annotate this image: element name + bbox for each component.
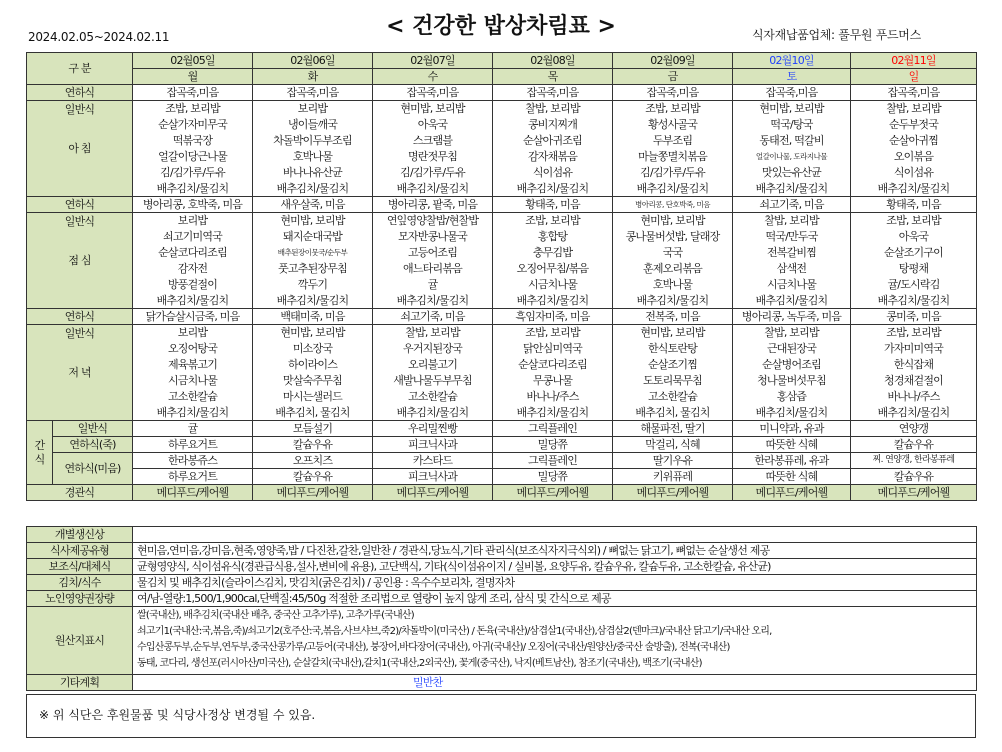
soft-diet-cell: 잡곡죽,미음: [851, 85, 977, 101]
soft-diet-cell: 전복죽, 미음: [613, 309, 733, 325]
menu-item: 보리밥: [133, 213, 253, 229]
menu-item: 가자미미역국: [851, 341, 977, 357]
snack-blended-label: 연하식(미음): [53, 453, 133, 485]
menu-item: 호박나물: [613, 277, 733, 293]
date-header: 02월10일: [733, 53, 851, 69]
menu-item: 바나나/주스: [851, 389, 977, 405]
menu-item: 순살아귀찜: [851, 133, 977, 149]
snack-item: 귤: [133, 421, 253, 437]
menu-item: 순살병어조림: [733, 357, 851, 373]
tube-feeding-item: 메디푸드/케어웰: [133, 485, 253, 501]
menu-item: 오징어무침/볶음: [493, 261, 613, 277]
menu-item: 떡볶국장: [133, 133, 253, 149]
snack-item: 해물파전, 딸기: [613, 421, 733, 437]
info-table: [26, 526, 977, 691]
menu-item: 두부조림: [613, 133, 733, 149]
soft-diet-cell: 잡곡죽,미음: [733, 85, 851, 101]
menu-item: 찰밥, 보리밥: [851, 101, 977, 117]
menu-item: 배추김치/물김치: [373, 293, 493, 309]
other-plan-value: [133, 675, 977, 691]
menu-item: 보리밥: [253, 101, 373, 117]
snack-item: 칼슘우유: [253, 469, 373, 485]
menu-item: 바나나/주스: [493, 389, 613, 405]
snack-item: 우리밀찐빵: [373, 421, 493, 437]
meal-plan-table: [26, 52, 977, 501]
menu-item: 아욱국: [851, 229, 977, 245]
snack-item: 키위퓨레: [613, 469, 733, 485]
menu-item: 배추김치/물김치: [851, 181, 977, 197]
snack-item: 한라봉퓨레, 유과: [733, 453, 851, 469]
menu-item: 배추김치/물김치: [613, 181, 733, 197]
soft-diet-cell: 황태죽, 미음: [851, 197, 977, 213]
menu-item: 청경채겉절이: [851, 373, 977, 389]
dinner-label: [27, 325, 133, 421]
info-label: 김치/식수: [27, 575, 133, 591]
soft-diet-cell: 쇠고기죽, 미음: [373, 309, 493, 325]
soft-diet-cell: 잡곡죽,미음: [133, 85, 253, 101]
info-label: 보조식/대체식: [27, 559, 133, 575]
menu-item: 전복갈비찜: [733, 245, 851, 261]
menu-item: 동태전, 떡갈비: [733, 133, 851, 149]
lunch-meal-label: 점 심: [68, 254, 91, 267]
snack-item: 한라봉쥬스: [133, 453, 253, 469]
date-header: 02월06일: [253, 53, 373, 69]
menu-item: 훈제오리볶음: [613, 261, 733, 277]
menu-item: 배추김치/물김치: [493, 293, 613, 309]
menu-item: 하이라이스: [253, 357, 373, 373]
soft-diet-cell: 잡곡죽,미음: [373, 85, 493, 101]
menu-item: 보리밥: [133, 325, 253, 341]
menu-item: 현미밥, 보리밥: [613, 325, 733, 341]
soft-diet-cell: 황태죽, 미음: [493, 197, 613, 213]
menu-item: 찰밥, 보리밥: [733, 325, 851, 341]
supplier-info: 식자재납품업체: 풀무원 푸드머스: [752, 28, 921, 42]
menu-item: 현미밥, 보리밥: [733, 101, 851, 117]
menu-item: 배추김치/물김치: [851, 405, 977, 421]
menu-item: 오리불고기: [373, 357, 493, 373]
menu-item: 명란젓무침: [373, 149, 493, 165]
menu-item: 시금치나물: [493, 277, 613, 293]
menu-item: 순살아귀조림: [493, 133, 613, 149]
tube-feeding-label: 경관식: [27, 485, 133, 501]
page-title: < 건강한 밥상차림표 >: [386, 14, 616, 39]
menu-item: 배추김치, 물김치: [613, 405, 733, 421]
weekday-header: 일: [851, 69, 977, 85]
menu-item: 순살코다리조림: [133, 245, 253, 261]
info-value: [133, 527, 977, 543]
header-dates: 2024.02.05~2024.02.11: [28, 30, 170, 44]
other-plan-text: 밀반찬: [413, 676, 443, 689]
menu-item: 홍합탕: [493, 229, 613, 245]
origin-line: 쌀(국내산), 배추김치(국내산 배추, 중국산 고추가루), 고추가루(국내산): [137, 610, 414, 621]
corner-label: 구 분: [27, 53, 133, 85]
menu-item: 마늘쫑멸치볶음: [613, 149, 733, 165]
menu-item: 탕평채: [851, 261, 977, 277]
info-label: 개별생신상: [27, 527, 133, 543]
menu-item: 오징어탕국: [133, 341, 253, 357]
menu-item: 얼갈이나물, 도라지나물: [733, 149, 851, 165]
menu-item: 방풍겉절이: [133, 277, 253, 293]
menu-item: 새발나물두부무침: [373, 373, 493, 389]
menu-item: 김/김가루/두유: [613, 165, 733, 181]
tube-feeding-item: 메디푸드/케어웰: [613, 485, 733, 501]
weekday-header: 월: [133, 69, 253, 85]
snack-item: 연양갱: [851, 421, 977, 437]
menu-item: 한식토란탕: [613, 341, 733, 357]
menu-item: 현미밥, 보리밥: [613, 213, 733, 229]
menu-item: 배추김치/물김치: [493, 405, 613, 421]
menu-item: 미소장국: [253, 341, 373, 357]
menu-item: 차돌박이두부조림: [253, 133, 373, 149]
menu-item: 배추김치/물김치: [133, 181, 253, 197]
menu-item: 쇠고기미역국: [133, 229, 253, 245]
menu-item: 조밥, 보리밥: [851, 325, 977, 341]
menu-item: 배추김치/물김치: [133, 293, 253, 309]
menu-item: 한식잡채: [851, 357, 977, 373]
menu-item: 배추김치/물김치: [253, 293, 373, 309]
menu-item: 닭안심미역국: [493, 341, 613, 357]
snack-item: 밀당쮸: [493, 437, 613, 453]
menu-item: 찰밥, 보리밥: [733, 213, 851, 229]
menu-item: 충무김밥: [493, 245, 613, 261]
menu-item: 국국: [613, 245, 733, 261]
weekday-header: 화: [253, 69, 373, 85]
soft-diet-cell: 닭가슴살시금죽, 미음: [133, 309, 253, 325]
tube-feeding-item: 메디푸드/케어웰: [373, 485, 493, 501]
menu-item: 배추김치, 물김치: [253, 405, 373, 421]
snack-item: 오프치즈: [253, 453, 373, 469]
origin-line: 수입산콩두부,순두부,연두부,중국산콩가루/고등어(국내산), 붕장어,바다장어(국내산), 아귀(국내산)/ 오징어(국내산/원양산/중국산 술방출), 전복(국내산): [137, 642, 730, 653]
snack-label: 간 식: [27, 421, 53, 485]
snack-item: 그릭플레인: [493, 453, 613, 469]
dinner-meal-label: 저 녁: [68, 366, 91, 379]
menu-item: 찰밥, 보리밥: [493, 101, 613, 117]
info-value: 물김치 및 배추김치(슬라이스김치, 맛김치(굵은김치) / 공인용 : 옥수수보리차, 결명자차: [133, 575, 977, 591]
menu-item: 현미밥, 보리밥: [253, 325, 373, 341]
date-header: 02월09일: [613, 53, 733, 69]
menu-item: 배추김치/물김치: [851, 293, 977, 309]
snack_soft_pureed-label: 연하식(죽): [53, 437, 133, 453]
soft-diet-label: 연하식: [27, 85, 133, 101]
other-plan-label: 기타계획: [27, 675, 133, 691]
menu-item: 배추김치/물김치: [253, 181, 373, 197]
menu-item: 삼색전: [733, 261, 851, 277]
footer-note: ※ 위 식단은 후원물품 및 식당사정상 변경될 수 있음.: [26, 694, 976, 738]
soft-diet-cell: 병아리콩, 단호박죽, 미음: [613, 197, 733, 213]
menu-item: 귤/도시락김: [851, 277, 977, 293]
menu-item: 무콩나물: [493, 373, 613, 389]
soft-diet-cell: 잡곡죽,미음: [493, 85, 613, 101]
soft-diet-cell: 흑임자미죽, 미음: [493, 309, 613, 325]
menu-item: 배추김치/물김치: [733, 293, 851, 309]
menu-item: 조밥, 보리밥: [613, 101, 733, 117]
snack-item: 따뜻한 식혜: [733, 437, 851, 453]
snack-item: 막걸리, 식혜: [613, 437, 733, 453]
menu-item: 깍두기: [253, 277, 373, 293]
menu-item: 얼갈이당근나물: [133, 149, 253, 165]
menu-item: 배추김치/물김치: [733, 181, 851, 197]
menu-item: 순살조기구이: [851, 245, 977, 261]
soft-diet-cell: 잡곡죽,미음: [253, 85, 373, 101]
snack-item: 따뜻한 식혜: [733, 469, 851, 485]
snack-item: 하루요거트: [133, 437, 253, 453]
origin-line: 쇠고기1(국내산:국,볶음,죽)/쇠고기2(호주산:국,볶음,사브샤브,죽2)/차돌박이(미국산) / 돈육(국내산)/삼겹살1(국내산),삼겹살2(덴마크)/국내산 닭고기/국내산 오리,: [137, 626, 772, 637]
menu-item: 떡국/만두국: [733, 229, 851, 245]
menu-item: 호박나물: [253, 149, 373, 165]
menu-item: 냉이들깨국: [253, 117, 373, 133]
menu-item: 근대된장국: [733, 341, 851, 357]
menu-item: 콩나물버섯밥, 달래장: [613, 229, 733, 245]
soft-diet-label: 연하식: [27, 197, 133, 213]
menu-item: 아욱국: [373, 117, 493, 133]
general-diet-label: 일반식: [64, 215, 95, 228]
snack-item: 모듬설기: [253, 421, 373, 437]
snack-item: 딸기우유: [613, 453, 733, 469]
menu-item: 감자채볶음: [493, 149, 613, 165]
snack-item: 피크닉사과: [373, 437, 493, 453]
menu-item: 배추김치/물김치: [373, 405, 493, 421]
weekday-header: 금: [613, 69, 733, 85]
snack-item: 밀당쮸: [493, 469, 613, 485]
menu-item: 돼지순대국밥: [253, 229, 373, 245]
snack-item: 하루요거트: [133, 469, 253, 485]
date-header: 02월11일: [851, 53, 977, 69]
weekday-header: 토: [733, 69, 851, 85]
info-label: 식사제공유형: [27, 543, 133, 559]
tube-feeding-item: 메디푸드/케어웰: [253, 485, 373, 501]
menu-item: 모자반콩나물국: [373, 229, 493, 245]
menu-item: 배추김치/물김치: [613, 293, 733, 309]
menu-item: 조밥, 보리밥: [493, 325, 613, 341]
info-label: 노인영양권장량: [27, 591, 133, 607]
menu-item: 귤: [373, 277, 493, 293]
menu-item: 배추김치/물김치: [373, 181, 493, 197]
soft-diet-cell: 병아리콩, 호박죽, 미음: [133, 197, 253, 213]
menu-item: 순두부젓국: [851, 117, 977, 133]
info-value: 여/남-열량:1,500/1,900cal,단백질:45/50g 적절한 조리법으로 열량이 높지 않게 조리, 삼식 및 간식으로 제공: [133, 591, 977, 607]
soft-diet-label: 연하식: [27, 309, 133, 325]
origin-line: 동태, 코다리, 생선포(러시아산/미국산), 순살갈치(국내산),갈치1(국내산,2외국산), 꽃게(중국산), 낙지(베트남산), 참조기(국내산), 백조기(국내산): [137, 658, 702, 669]
menu-item: 조밥, 보리밥: [133, 101, 253, 117]
menu-item: 현미밥, 보리밥: [373, 101, 493, 117]
snack-item: 칼슘우유: [851, 469, 977, 485]
menu-item: 배추김치/물김치: [493, 181, 613, 197]
snack-item: 찌. 연양갱, 한라봉퓨레: [851, 453, 977, 469]
snack-item: 그릭플레인: [493, 421, 613, 437]
menu-item: 식이섬유: [493, 165, 613, 181]
menu-item: 순살조기찜: [613, 357, 733, 373]
date-header: 02월07일: [373, 53, 493, 69]
menu-item: 김/김가루/두유: [133, 165, 253, 181]
menu-item: 마시는샐러드: [253, 389, 373, 405]
weekday-header: 목: [493, 69, 613, 85]
menu-item: 홍삼즙: [733, 389, 851, 405]
info-value: 균형영양식, 식이섬유식(경관급식용,설사,변비에 유용), 고단백식, 기타(식이섬유이지 / 실비볼, 요양두유, 칼슘우유, 칼슘두유, 고소한칼슘, 유산균): [133, 559, 977, 575]
snack_general-label: 일반식: [53, 421, 133, 437]
soft-diet-cell: 새우살죽, 미음: [253, 197, 373, 213]
lunch-label: [27, 213, 133, 309]
menu-item: 배추김치/물김치: [733, 405, 851, 421]
soft-diet-cell: 콩미죽, 미음: [851, 309, 977, 325]
menu-item: 맛있는유산균: [733, 165, 851, 181]
menu-item: 풋고추된장무침: [253, 261, 373, 277]
date-header: 02월08일: [493, 53, 613, 69]
info-value: 현미음,연미음,강미음,현죽,영양죽,밥 / 다진찬,갈찬,일반찬 / 경관식,당뇨식,기타 관리식(보조식자지극식외) / 뼈없는 닭고기, 뼈없는 순살생선 제공: [133, 543, 977, 559]
general-diet-label: 일반식: [64, 327, 95, 340]
snack-item: 칼슘우유: [851, 437, 977, 453]
menu-item: 고소한칼슘: [373, 389, 493, 405]
breakfast-label: [27, 101, 133, 197]
soft-diet-cell: 쇠고기죽, 미음: [733, 197, 851, 213]
snack-item: 피크닉사과: [373, 469, 493, 485]
menu-item: 조밥, 보리밥: [851, 213, 977, 229]
general-diet-label: 일반식: [64, 103, 95, 116]
menu-item: 배추된장이뭇국/순두부: [253, 245, 373, 261]
tube-feeding-item: 메디푸드/케어웰: [851, 485, 977, 501]
menu-item: 맛살숙주무침: [253, 373, 373, 389]
soft-diet-cell: 병아리콩, 팥죽, 미음: [373, 197, 493, 213]
soft-diet-cell: 잡곡죽,미음: [613, 85, 733, 101]
menu-item: 배추김치/물김치: [133, 405, 253, 421]
tube-feeding-item: 메디푸드/케어웰: [493, 485, 613, 501]
menu-item: 김/김가루/두유: [373, 165, 493, 181]
menu-item: 찰밥, 보리밥: [373, 325, 493, 341]
menu-item: 감자전: [133, 261, 253, 277]
menu-item: 바나나유산균: [253, 165, 373, 181]
menu-item: 청나물버섯무침: [733, 373, 851, 389]
menu-item: 고소한칼슘: [613, 389, 733, 405]
tube-feeding-item: 메디푸드/케어웰: [733, 485, 851, 501]
menu-item: 황성사골국: [613, 117, 733, 133]
menu-item: 고등어조림: [373, 245, 493, 261]
menu-item: 고소한칼슘: [133, 389, 253, 405]
menu-item: 스크램블: [373, 133, 493, 149]
menu-item: 시금치나물: [133, 373, 253, 389]
menu-item: 순살코다리조림: [493, 357, 613, 373]
menu-item: 도토리묵무침: [613, 373, 733, 389]
snack-item: 미니약과, 유과: [733, 421, 851, 437]
menu-item: 애느타리볶음: [373, 261, 493, 277]
menu-item: 현미밥, 보리밥: [253, 213, 373, 229]
menu-item: 식이섬유: [851, 165, 977, 181]
menu-item: 연잎영양찰밥/현찰밥: [373, 213, 493, 229]
snack-item: 카스타드: [373, 453, 493, 469]
menu-item: 순살가자미무국: [133, 117, 253, 133]
menu-item: 제육볶고기: [133, 357, 253, 373]
soft-diet-cell: 백태미죽, 미음: [253, 309, 373, 325]
weekday-header: 수: [373, 69, 493, 85]
menu-item: 오이볶음: [851, 149, 977, 165]
menu-item: 떡국/탕국: [733, 117, 851, 133]
menu-item: 조밥, 보리밥: [493, 213, 613, 229]
breakfast-meal-label: 아 침: [68, 142, 91, 155]
soft-diet-cell: 병아리콩, 녹두죽, 미음: [733, 309, 851, 325]
menu-item: 우거지된장국: [373, 341, 493, 357]
date-header: 02월05일: [133, 53, 253, 69]
origin-label: 원산지표시: [27, 607, 133, 675]
snack-item: 칼슘우유: [253, 437, 373, 453]
menu-item: 시금치나물: [733, 277, 851, 293]
origin-value: [133, 607, 977, 675]
menu-item: 콩비지찌개: [493, 117, 613, 133]
